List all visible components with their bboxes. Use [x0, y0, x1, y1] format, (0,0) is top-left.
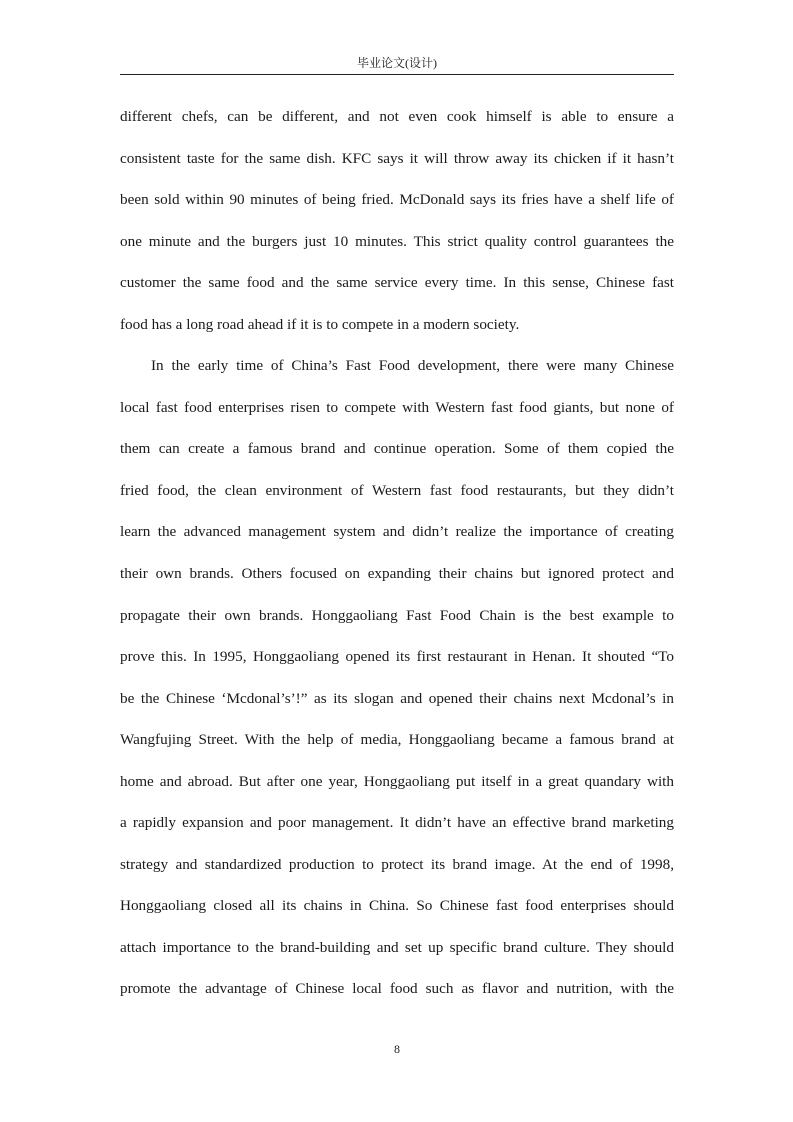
text-line: strategy and standardized production to protect its brand image. At the end of 1998, — [120, 855, 674, 873]
text-line: prove this. In 1995, Honggaoliang opened its first restaurant in Henan. It shouted “To — [120, 648, 674, 666]
text-line: their own brands. Others focused on expanding their chains but ignored protect and — [120, 565, 674, 583]
text-line: customer the same food and the same service every time. In this sense, Chinese fast — [120, 274, 674, 292]
text-line: home and abroad. But after one year, Honggaoliang put itself in a great quandary with — [120, 772, 674, 790]
text-line: Honggaoliang closed all its chains in China. So Chinese fast food enterprises should — [120, 897, 674, 915]
page-header: 毕业论文(设计) — [357, 56, 437, 70]
text-line: local fast food enterprises risen to compete with Western fast food giants, but none of — [120, 398, 674, 416]
text-line: different chefs, can be different, and not even cook himself is able to ensure a — [120, 108, 674, 125]
text-line: attach importance to the brand-building and set up specific brand culture. They should — [120, 938, 674, 956]
text-line: learn the advanced management system and didn’t realize the importance of creating — [120, 523, 674, 541]
body-text — [120, 105, 674, 1019]
text-line: In the early time of China’s Fast Food development, there were many Chinese — [151, 357, 674, 375]
text-line: fried food, the clean environment of Western fast food restaurants, but they didn’t — [120, 481, 674, 499]
header-rule — [120, 74, 674, 75]
text-line: them can create a famous brand and continue operation. Some of them copied the — [120, 440, 674, 458]
text-line: promote the advantage of Chinese local food such as flavor and nutrition, with the — [120, 980, 674, 998]
text-line: been sold within 90 minutes of being fried. McDonald says its fries have a shelf life of — [120, 191, 674, 209]
page-number: 8 — [394, 1042, 400, 1056]
text-line: be the Chinese ‘Mcdonal’s’!” as its slogan and opened their chains next Mcdonal’s in — [120, 689, 674, 707]
text-line: one minute and the burgers just 10 minutes. This strict quality control guarantees the — [120, 232, 674, 250]
text-line: Wangfujing Street. With the help of media, Honggaoliang became a famous brand at — [120, 731, 674, 749]
text-line: food has a long road ahead if it is to compete in a modern society. — [120, 315, 520, 333]
text-line: consistent taste for the same dish. KFC says it will throw away its chicken if it hasn’t — [120, 149, 674, 167]
text-line: a rapidly expansion and poor management. It didn’t have an effective brand marketing — [120, 814, 674, 832]
text-line: propagate their own brands. Honggaoliang Fast Food Chain is the best example to — [120, 606, 674, 624]
